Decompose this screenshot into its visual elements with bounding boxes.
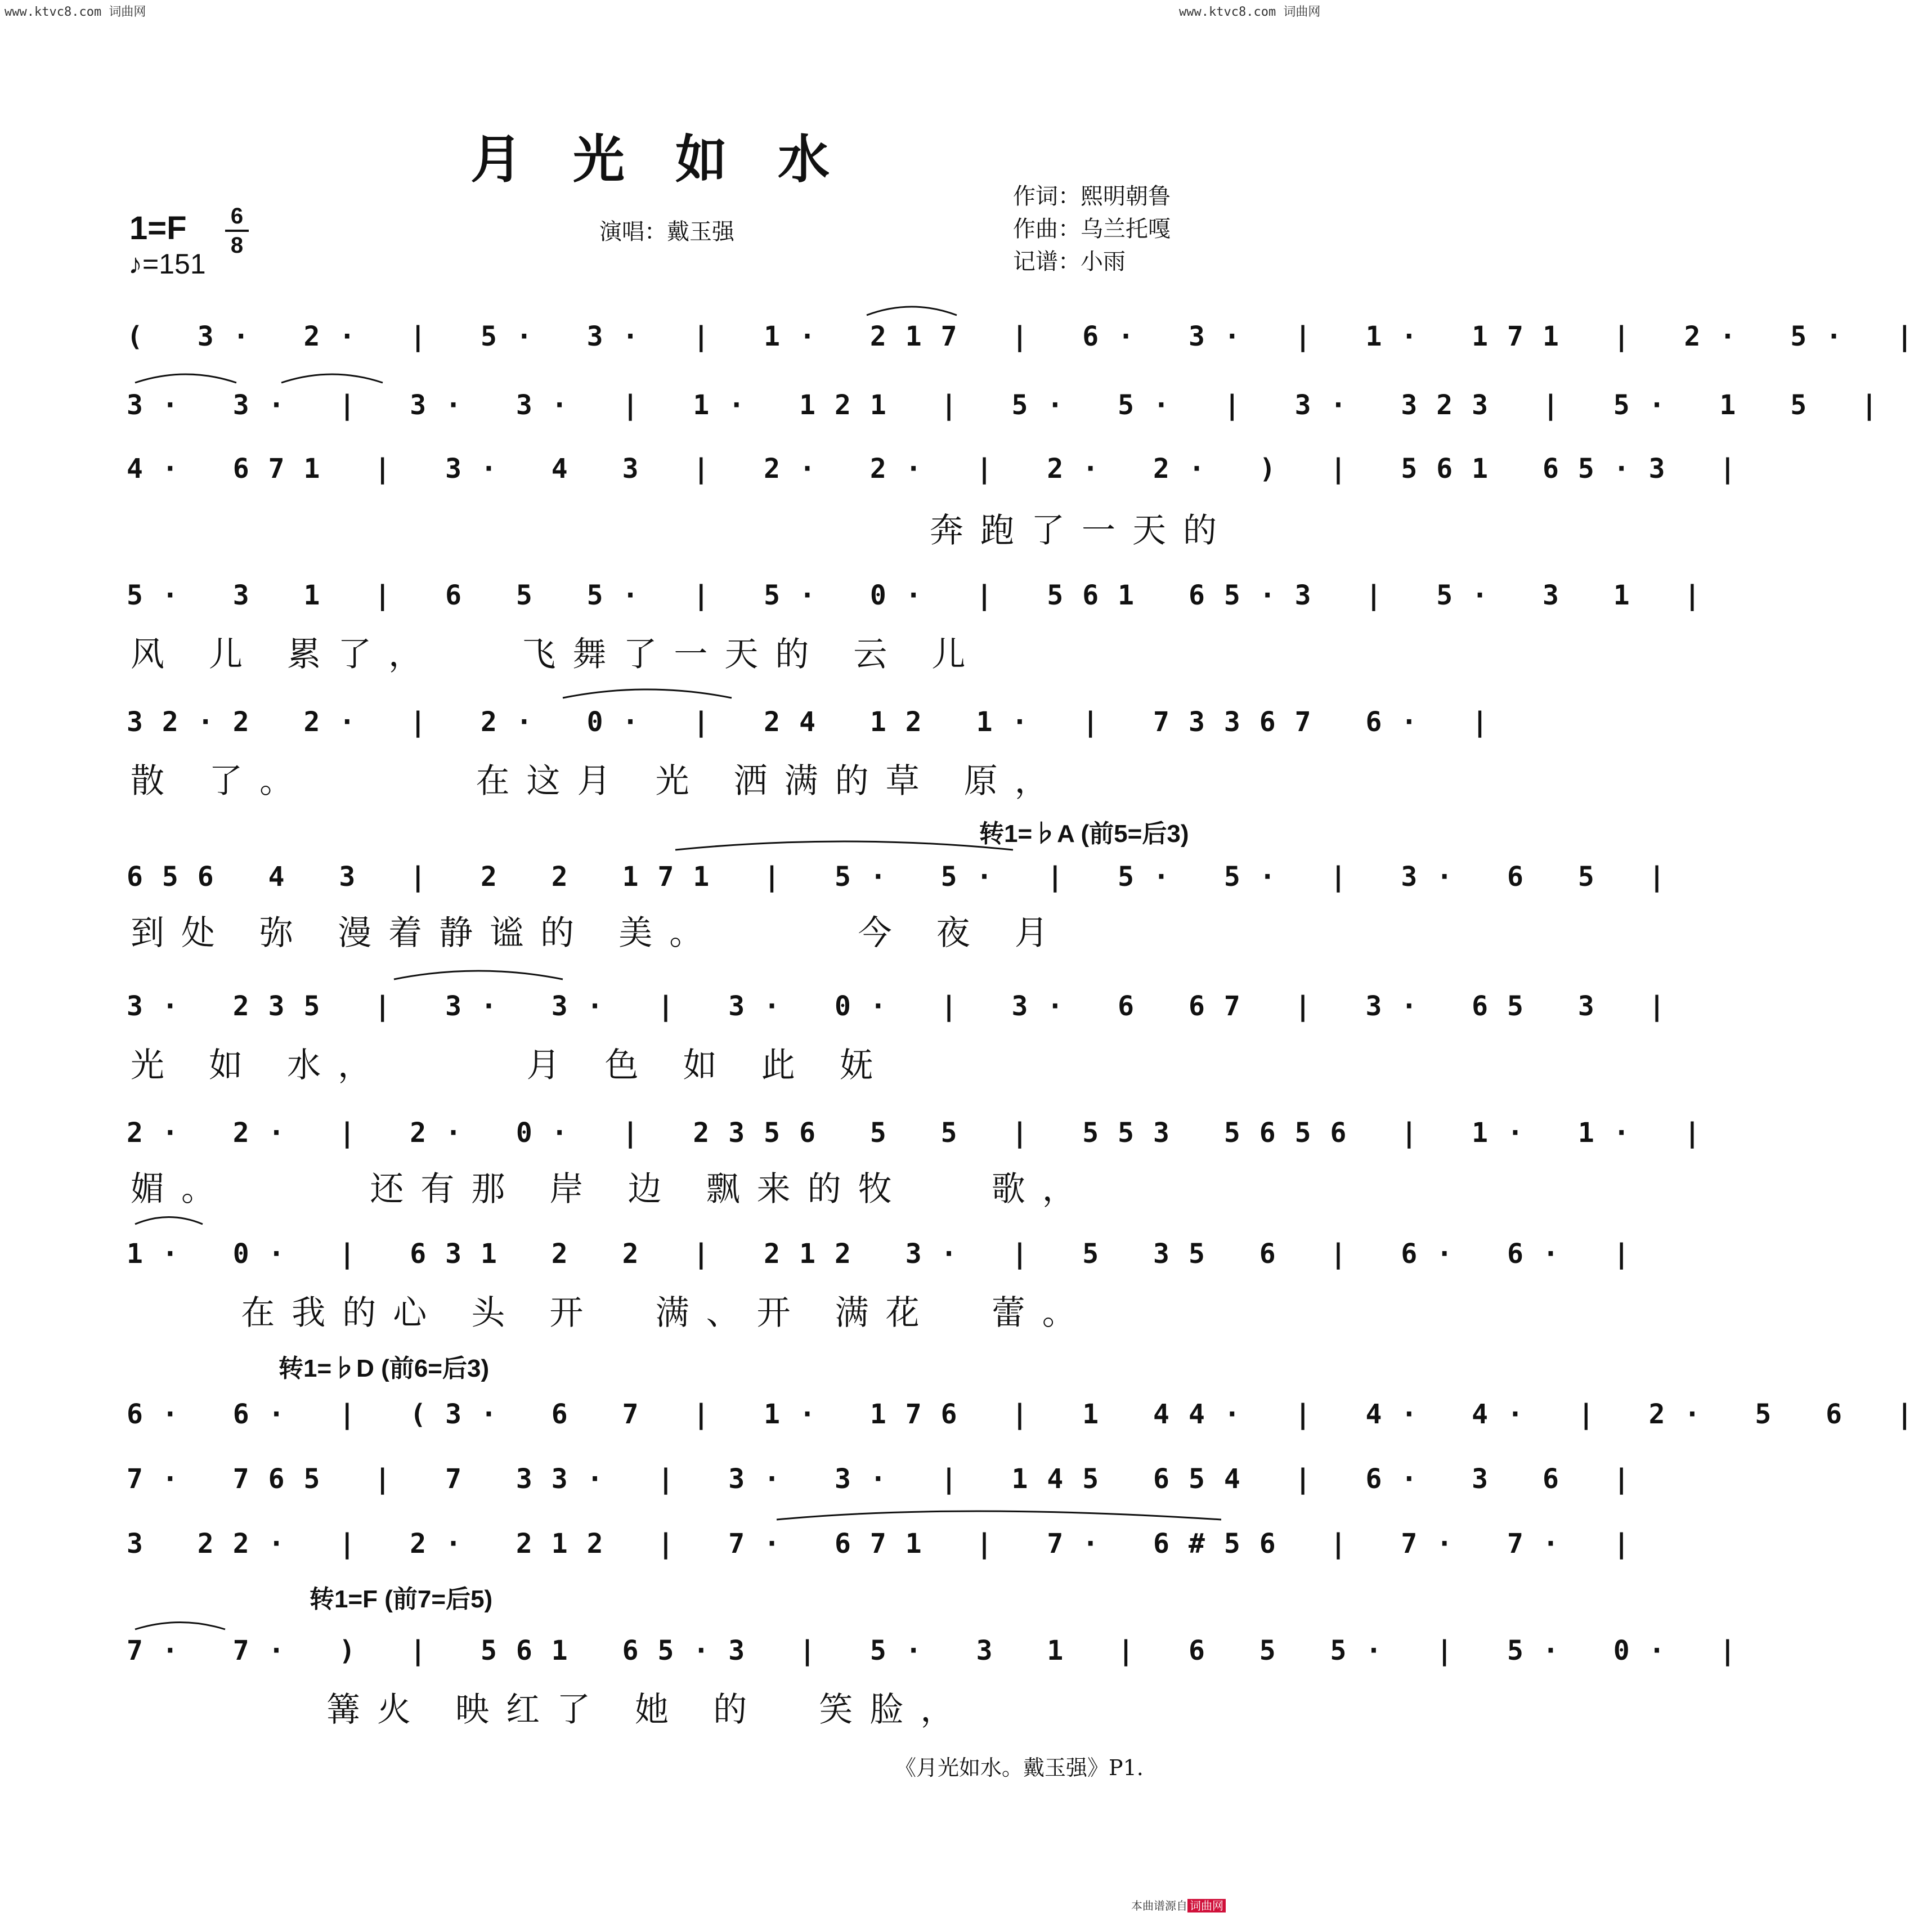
lyric-row-8: 媚。 还有那 岸 边 飘来的牧 歌， — [131, 1170, 1093, 1209]
slur — [281, 374, 383, 383]
key-signature: 1=F — [129, 210, 187, 247]
lyric-row-7: 光 如 水， 月 色 如 此 妩 — [131, 1046, 890, 1085]
lyric-row-4: 风 儿 累了， 飞舞了一天的 云 儿 — [131, 635, 983, 674]
staff-row-9-notes: 1· 0· | 631 2 2 | 212 3· | 5 35 6 | 6· 6· | — [127, 1238, 1649, 1270]
song-title: 月光如水 — [470, 129, 880, 190]
brand-text: 本曲谱源自 — [1131, 1899, 1187, 1912]
slur — [563, 689, 732, 698]
staff-row-10-notes: 6· 6· | (3· 6 7 | 1· 176 | 1 44· | 4· 4· | 2· 5 6 | — [127, 1399, 1932, 1430]
lyricist: 作词：熙明朝鲁 — [1013, 183, 1171, 209]
staff-row-13-notes: 7· 7· ) | 561 65·3 | 5· 3 1 | 6 5 5· | 5· 0· | — [127, 1635, 1755, 1666]
tempo-marking: ♪=151 — [128, 248, 206, 280]
lyric-row-3: 奔跑了一天的 — [930, 511, 1234, 550]
slur — [135, 374, 236, 383]
singer: 演唱：戴玉强 — [599, 219, 734, 245]
staff-row-5-notes: 32·2 2· | 2· 0· | 24 12 1· | 73367 6· | — [127, 706, 1508, 738]
staff-row-7-notes: 3· 235 | 3· 3· | 3· 0· | 3· 6 67 | 3· 65 3 | — [127, 991, 1684, 1022]
composer: 作曲：乌兰托嘎 — [1013, 216, 1171, 242]
page-footer: 《月光如水。戴玉强》P1. — [895, 1755, 1144, 1780]
brand-accent: 词曲网 — [1187, 1899, 1226, 1912]
staff-row-8-notes: 2· 2· | 2· 0· | 2356 5 5 | 553 5656 | 1· 1· | — [127, 1117, 1720, 1149]
staff-row-3-notes: 4· 671 | 3· 4 3 | 2· 2· | 2· 2· ) | 561 65·3 | — [127, 453, 1755, 485]
staff-row-1-notes: ( 3· 2· | 5· 3· | 1· 217 | 6· 3· | 1· 171 | 2· 5· | — [127, 321, 1932, 352]
modulation-a-flat: 转1=♭A (前5=后3) — [979, 820, 1189, 848]
slur — [135, 1623, 225, 1630]
staff-row-11-notes: 7· 765 | 7 33· | 3· 3· | 145 654 | 6· 3 6 | — [127, 1463, 1649, 1495]
staff-row-6-notes: 656 4 3 | 2 2 171 | 5· 5· | 5· 5· | 3· 6 5 | — [127, 861, 1684, 893]
slurs — [135, 307, 1221, 1629]
lyric-row-13: 篝火 映红了 她 的 笑脸， — [326, 1690, 971, 1730]
modulation-f: 转1=F (前7=后5) — [310, 1585, 493, 1613]
staff-row-12-notes: 3 22· | 2· 212 | 7· 671 | 7· 6#56 | 7· 7· | — [127, 1528, 1649, 1560]
staff-row-4-notes: 5· 3 1 | 6 5 5· | 5· 0· | 561 65·3 | 5· 3 1 | — [127, 580, 1720, 611]
time-signature-top: 6 — [230, 204, 244, 229]
slur — [867, 307, 957, 315]
slur — [394, 971, 563, 979]
staff-row-2-notes: 3· 3· | 3· 3· | 1· 121 | 5· 5· | 3· 323 | 5· 1 5 | — [127, 389, 1897, 421]
modulation-d-flat: 转1=♭D (前6=后3) — [279, 1355, 490, 1382]
watermark-right: www.ktvc8.com 词曲网 — [1179, 5, 1321, 19]
slur — [135, 1217, 203, 1225]
slur — [675, 841, 1013, 850]
time-signature-bottom: 8 — [230, 233, 244, 258]
lyric-row-6: 到处 弥 漫着静谧的 美。 今 夜 月 — [131, 913, 1065, 953]
transcriber: 记谱：小雨 — [1013, 249, 1126, 275]
watermark-left: www.ktvc8.com 词曲网 — [5, 5, 146, 19]
lyric-row-9: 在我的心 头 开 满、开 满花 蕾。 — [131, 1293, 1093, 1333]
lyric-row-5: 散 了。 在这月 光 洒满的草 原， — [131, 761, 1065, 801]
slur — [777, 1511, 1221, 1520]
